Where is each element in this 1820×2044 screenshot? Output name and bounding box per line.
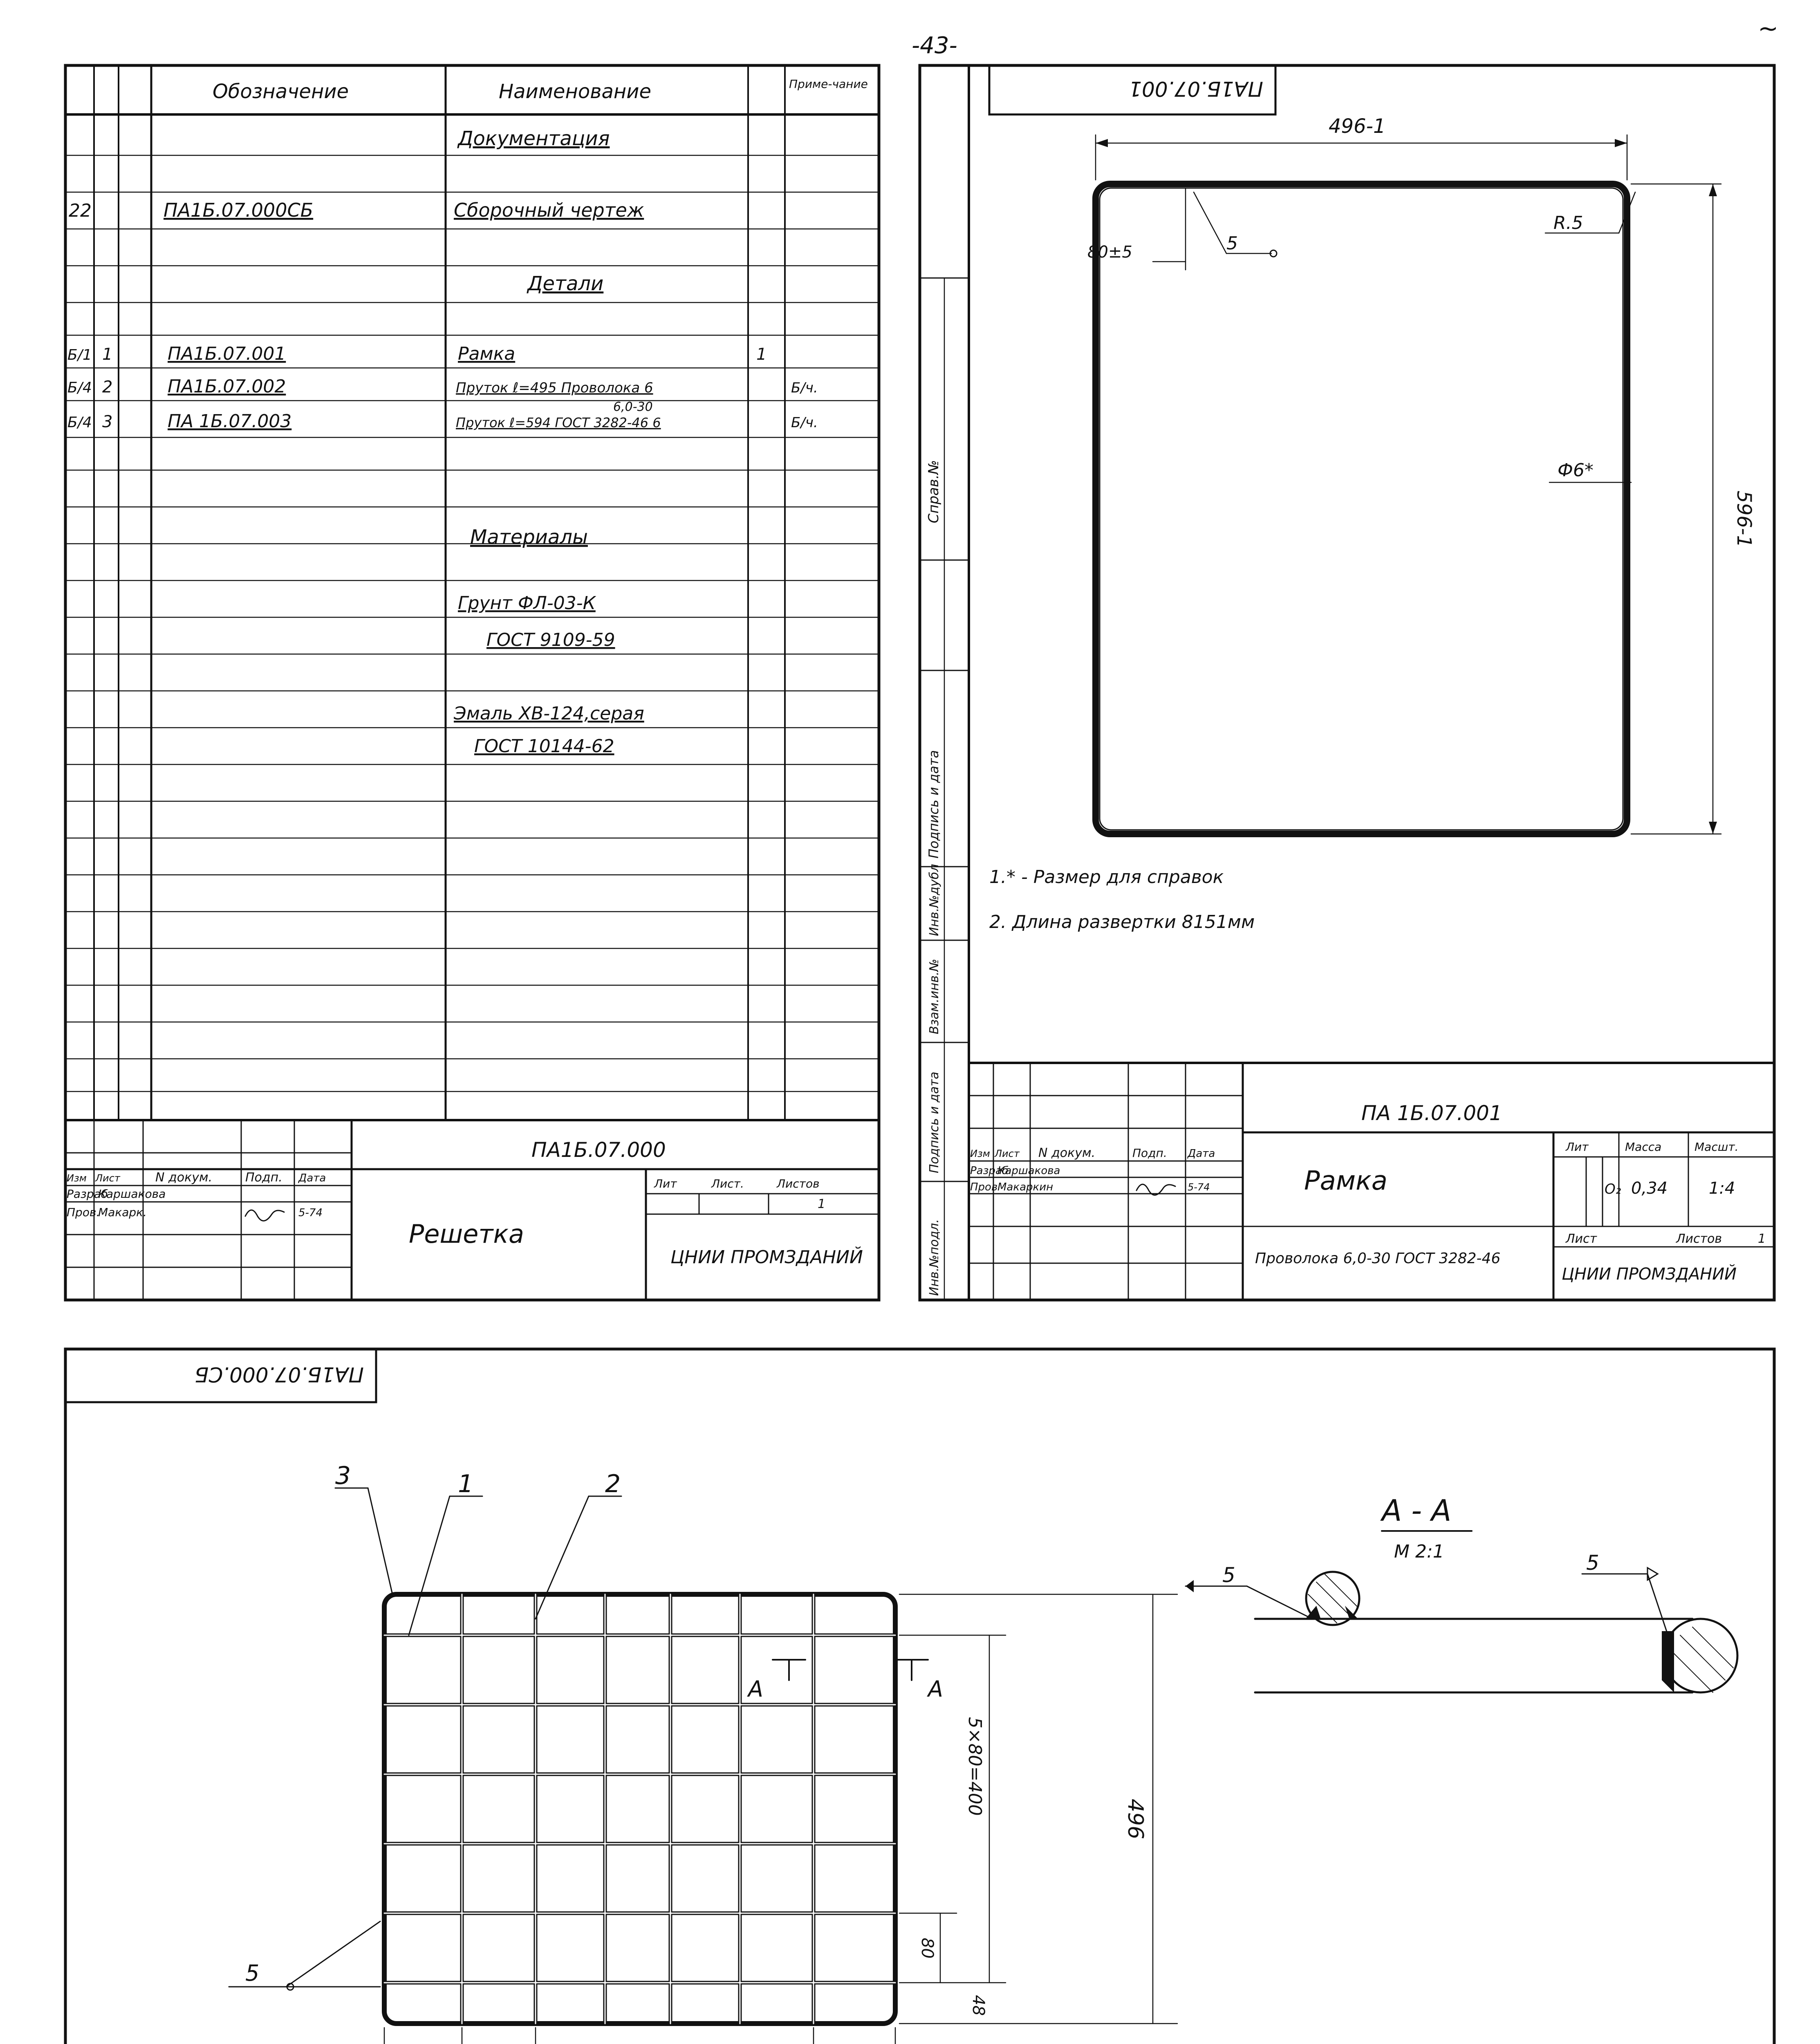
frame-tb-scale: 1:4 [1709, 1179, 1735, 1198]
frame-sheet [920, 65, 1774, 1300]
spec-tb-role-2: Пров. [67, 1206, 100, 1219]
frame-tb-code: ПА 1Б.07.001 [1361, 1101, 1502, 1125]
detail-1-name: Рамка [458, 343, 516, 364]
detail-3-designation: ПА 1Б.07.003 [168, 411, 292, 432]
material-1-standard: ГОСТ 9109-59 [486, 630, 615, 650]
grating-vertical-bars [462, 1594, 814, 2024]
frame-dim-radius: R.5 [1553, 213, 1583, 233]
frame-tb-col-izm: Изм [970, 1148, 990, 1159]
spec-section-documentation: Документация [458, 127, 610, 150]
frame-tb-sheet-label: Лист [1566, 1232, 1597, 1246]
leader-3: 3 [335, 1461, 351, 1490]
material-1: Грунт ФЛ-03-К [458, 593, 596, 614]
spec-col-name: Наименование [499, 80, 652, 103]
spec-tb-name: Решетка [409, 1219, 524, 1249]
corner-mark: ~ [1758, 14, 1779, 43]
frame-title-block [969, 1063, 1774, 1300]
frame-dim-offset: 80±5 [1087, 243, 1132, 262]
spec-tb-lit-label: Лит [654, 1177, 677, 1190]
detail-1-format: Б/1 [67, 347, 92, 363]
detail-3-name: Пруток ℓ=594 ГОСТ 3282-46 6 [456, 415, 661, 430]
frame-dim-height: 596-1 [1733, 491, 1755, 548]
spec-section-details: Детали [527, 272, 604, 295]
detail-1-designation: ПА1Б.07.001 [168, 343, 286, 364]
frame-tb-person-1: Каршакова [997, 1165, 1060, 1177]
section-title: А - А [1382, 1493, 1452, 1528]
frame-tb-sheets-value: 1 [1758, 1232, 1766, 1246]
frame-tb-col-date: Дата [1188, 1148, 1215, 1160]
spec-tb-sheets-label: Листов [777, 1177, 820, 1190]
frame-tb-org: ЦНИИ ПРОМЗДАНИЙ [1562, 1265, 1737, 1284]
spec-tb-col-doc: N докум. [155, 1170, 213, 1185]
frame-inner-edge [1100, 188, 1623, 830]
assembly-dim-height: 496 [1123, 1799, 1148, 1840]
frame-tb-col-sign: Подп. [1132, 1146, 1167, 1160]
spec-doc-designation: ПА1Б.07.000СБ [164, 199, 314, 221]
assembly-dim-pitch-v: 5×80=400 [964, 1717, 985, 1816]
spec-tb-person-2: Макарк. [98, 1206, 147, 1219]
spec-tb-sheet-label: Лист. [711, 1177, 744, 1190]
spec-tb-sheets-value: 1 [818, 1197, 826, 1211]
section-mark-right: А [928, 1676, 943, 1702]
frame-tb-role-2: Пров [970, 1181, 998, 1193]
section-weld-right: 5 [1586, 1551, 1599, 1575]
frame-stamp: ПА1Б.07.001 [1129, 77, 1263, 101]
detail-2-format: Б/4 [67, 379, 92, 396]
spec-tb-col-izm: Изм [67, 1172, 87, 1184]
section-view [1186, 1493, 1737, 1692]
material-2-standard: ГОСТ 10144-62 [474, 736, 614, 757]
spec-section-materials: Материалы [470, 526, 588, 549]
detail-2-designation: ПА1Б.07.002 [168, 376, 286, 397]
specification-sheet [65, 65, 879, 1300]
assembly-weld-mark: 5 [245, 1960, 260, 1986]
spec-tb-date: 5-74 [298, 1207, 323, 1219]
frame-tb-person-2: Макаркин [997, 1181, 1053, 1193]
side-label-replace: Взам.инв.№ [927, 959, 941, 1034]
assembly-stamp: ПА1Б.07.000.СБ [195, 1363, 364, 1386]
spec-tb-person-1: Каршакова [98, 1187, 166, 1201]
detail-1-qty: 1 [756, 345, 767, 364]
detail-2-name: Пруток ℓ=495 Проволока 6 [456, 380, 653, 396]
frame-tb-scale-label: Масшт. [1694, 1140, 1739, 1154]
assembly-dim-bottom: 48 [969, 1995, 988, 2016]
frame-tb-col-doc: N докум. [1038, 1146, 1096, 1160]
spec-tb-role-1: Разраб [67, 1187, 108, 1201]
spec-doc-format: 22 [69, 200, 92, 221]
section-weld-left: 5 [1222, 1563, 1235, 1587]
assembly-sheet [65, 1349, 1774, 2044]
frame-tb-date: 5-74 [1188, 1181, 1210, 1193]
side-label-inv: Инв.№подл. [927, 1219, 941, 1296]
spec-doc-name: Сборочный чертеж [454, 199, 644, 221]
spec-tb-col-date: Дата [298, 1172, 326, 1184]
grating-view [229, 1461, 1177, 2044]
section-scale: М 2:1 [1394, 1541, 1444, 1562]
spec-row-lines [65, 155, 879, 1091]
section-mark-left: А [748, 1676, 763, 1702]
spec-tb-col-sign: Подп. [245, 1170, 282, 1185]
frame-tb-col-list: Лист [995, 1148, 1020, 1159]
frame-tb-mass: 0,34 [1631, 1179, 1668, 1198]
frame-weld-mark: 5 [1226, 233, 1238, 254]
frame-outline [1096, 184, 1627, 834]
material-2: Эмаль ХВ-124,серая [454, 703, 644, 724]
frame-dim-diameter: Ф6* [1558, 460, 1594, 481]
frame-dim-width: 496-1 [1329, 115, 1386, 138]
spec-tb-org: ЦНИИ ПРОМЗДАНИЙ [670, 1247, 863, 1268]
frame-note-2: 2. Длина развертки 8151мм [989, 912, 1255, 932]
leader-1: 1 [458, 1470, 474, 1498]
spec-tb-col-list: Лист [95, 1172, 120, 1184]
frame-tb-mass-label: Масса [1625, 1140, 1662, 1154]
leader-2: 2 [605, 1470, 621, 1498]
spec-tb-code: ПА1Б.07.000 [531, 1138, 666, 1162]
frame-tb-sheets-label: Листов [1676, 1232, 1722, 1246]
frame-tb-lit-label: Лит [1566, 1140, 1589, 1154]
side-label-dup: Инв.№дубл [927, 864, 941, 936]
side-label-ref: Справ.№ [926, 460, 942, 523]
frame-note-1: 1.* - Размер для справок [989, 867, 1224, 888]
spec-title-block [65, 1120, 879, 1300]
frame-tb-material: Проволока 6,0-30 ГОСТ 3282-46 [1255, 1250, 1501, 1267]
detail-1-pos: 1 [102, 345, 113, 364]
spec-col-designation: Обозначение [213, 80, 349, 103]
detail-wire-note: 6,0-30 [613, 400, 653, 414]
page-number: -43- [912, 32, 957, 59]
frame-tb-role-1: Разраб [970, 1165, 1009, 1177]
detail-2-pos: 2 [102, 378, 113, 397]
detail-3-format: Б/4 [67, 414, 92, 431]
frame-tb-lit-value: О₂ [1605, 1181, 1621, 1197]
side-label-sign-1: Подпись и дата [926, 750, 941, 858]
side-label-sign-2: Подпись и дата [927, 1071, 941, 1173]
detail-2-note: Б/ч. [791, 380, 818, 396]
detail-3-note: Б/ч. [791, 415, 818, 431]
spec-col-note: Приме-чание [789, 77, 868, 91]
frame-tb-name: Рамка [1304, 1166, 1387, 1196]
assembly-dim-cell-v: 80 [918, 1938, 937, 1959]
detail-3-pos: 3 [102, 412, 113, 431]
signature-mark [245, 1210, 284, 1221]
